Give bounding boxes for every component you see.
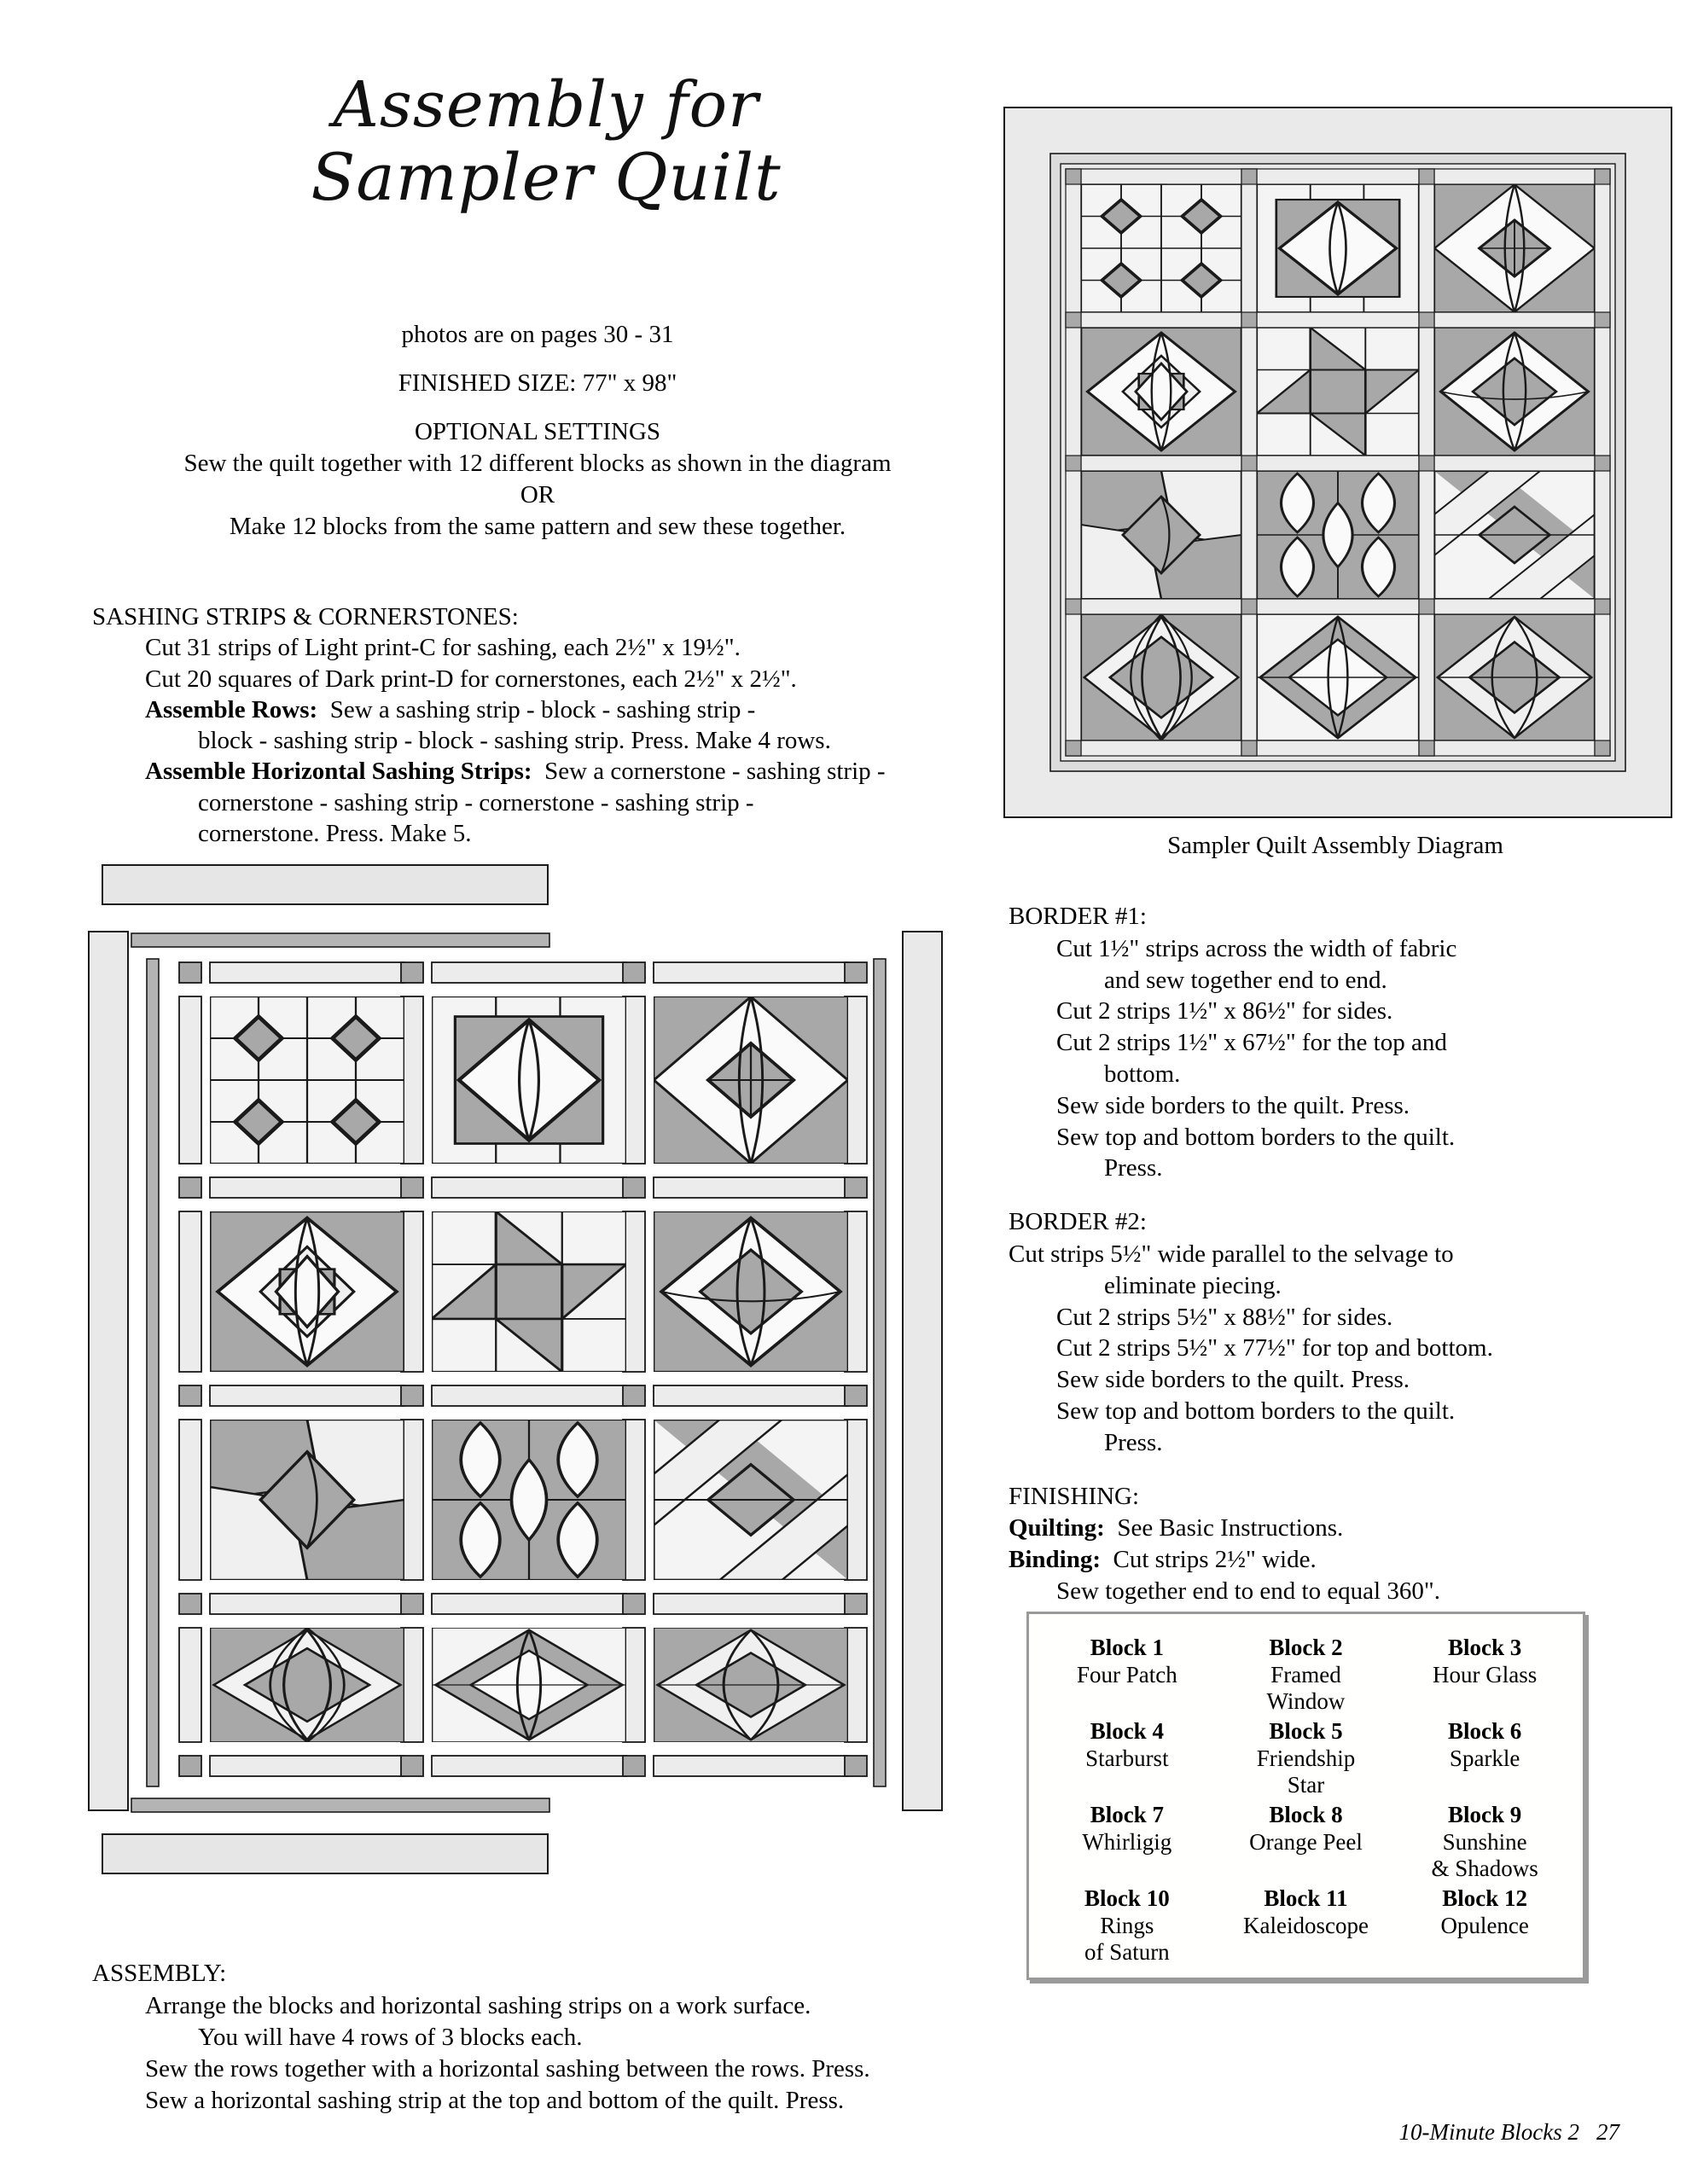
optional-settings-or: OR <box>520 481 555 508</box>
legend-block-6 <box>1395 1718 1574 1802</box>
legend-block-6-number: Block 6 <box>1448 1718 1522 1744</box>
assembly-section <box>92 1958 1005 2117</box>
footer-book-title: 10-Minute Blocks 2 <box>1398 2119 1579 2145</box>
page-title <box>282 70 811 213</box>
border1-heading: BORDER #1: <box>1009 903 1147 930</box>
title-line-2: Sampler Quilt <box>311 138 782 215</box>
right-instructions-column <box>1009 901 1657 1639</box>
optional-settings-line-1: Sew the quilt together with 12 different blocks as shown in the diagram <box>183 450 892 477</box>
assembly-line-3: Sew the rows together with a horizontal sashing between the rows. Press. <box>145 2054 870 2082</box>
legend-block-4 <box>1038 1718 1217 1802</box>
binding-label: Binding: <box>1009 1546 1101 1574</box>
optional-settings-heading: OPTIONAL SETTINGS <box>414 418 661 445</box>
legend-block-9 <box>1395 1802 1574 1885</box>
legend-block-5-number: Block 5 <box>1269 1718 1343 1744</box>
assemble-rows-cont: block - sashing strip - block - sashing strip. Press. Make 4 rows. <box>198 727 831 755</box>
legend-block-8 <box>1217 1802 1396 1885</box>
legend-block-2 <box>1217 1635 1396 1718</box>
binding-text: Cut strips 2½" wide. <box>1113 1546 1317 1574</box>
title-line-1: Assembly for <box>333 68 759 142</box>
legend-block-12-name: Opulence <box>1440 1912 1529 1938</box>
optional-settings-line-2: Make 12 blocks from the same pattern and sew these together. <box>229 513 846 540</box>
assembly-line-1: Arrange the blocks and horizontal sashing strips on a work surface. <box>145 1991 811 2019</box>
legend-block-4-number: Block 4 <box>1090 1718 1164 1744</box>
legend-block-9-name: Sunshine & Shadows <box>1431 1828 1538 1882</box>
finishing-heading: FINISHING: <box>1009 1482 1140 1510</box>
legend-block-10-number: Block 10 <box>1084 1885 1170 1911</box>
border1-line-1: Cut 1½" strips across the width of fabric <box>1056 934 1457 962</box>
assemble-horizontal-line <box>145 756 997 787</box>
sashing-heading: SASHING STRIPS & CORNERSTONES: <box>92 603 519 630</box>
legend-block-8-name: Orange Peel <box>1249 1828 1363 1855</box>
border1-line-4: Cut 2 strips 1½" x 67½" for the top and <box>1056 1029 1447 1057</box>
assembly-line-4: Sew a horizontal sashing strip at the top and bottom of the quilt. Press. <box>145 2087 845 2115</box>
legend-block-4-name: Starburst <box>1085 1745 1169 1771</box>
finishing-quilting-line <box>1009 1513 1657 1544</box>
legend-block-12-number: Block 12 <box>1442 1885 1528 1911</box>
intro-block <box>94 322 981 563</box>
finished-size: FINISHED SIZE: 77" x 98" <box>398 369 677 397</box>
border2-line-1: Cut strips 5½" wide parallel to the selvage to <box>1009 1240 1454 1268</box>
border1-line-7: Sew top and bottom borders to the quilt. <box>1056 1123 1456 1151</box>
legend-block-3-name: Hour Glass <box>1433 1661 1538 1687</box>
legend-block-11-name: Kaleidoscope <box>1243 1912 1369 1938</box>
legend-block-11 <box>1217 1885 1396 1969</box>
assemble-rows-line <box>145 694 997 725</box>
footer-page-number: 27 <box>1596 2119 1619 2145</box>
legend-block-5-name: Friendship Star <box>1256 1745 1356 1798</box>
legend-block-3-number: Block 3 <box>1448 1635 1522 1660</box>
sashing-cut-squares: Cut 20 squares of Dark print-D for cornerstones, each 2½" x 2½". <box>145 665 797 693</box>
legend-block-5 <box>1217 1718 1396 1802</box>
assembly-heading: ASSEMBLY: <box>92 1960 227 1987</box>
legend-block-1-name: Four Patch <box>1076 1661 1177 1687</box>
legend-block-6-name: Sparkle <box>1449 1745 1520 1771</box>
quilting-label: Quilting: <box>1009 1514 1105 1542</box>
legend-block-11-number: Block 11 <box>1264 1885 1348 1911</box>
border2-heading: BORDER #2: <box>1009 1208 1147 1236</box>
assemble-horizontal-cont-2: cornerstone. Press. Make 5. <box>198 819 472 847</box>
assemble-rows-text: Sew a sashing strip - block - sashing strip - <box>329 695 756 723</box>
legend-block-3 <box>1395 1635 1574 1718</box>
diagram-caption: Sampler Quilt Assembly Diagram <box>1167 832 1503 859</box>
legend-block-1 <box>1038 1635 1217 1718</box>
border2-line-4: Cut 2 strips 5½" x 77½" for top and bottom. <box>1056 1334 1493 1362</box>
binding-line-2: Sew together end to end to equal 360". <box>1056 1577 1440 1606</box>
assemble-rows-label: Assemble Rows: <box>145 695 318 723</box>
legend-block-10-name: Rings of Saturn <box>1084 1912 1170 1966</box>
finishing-binding-line <box>1009 1544 1657 1576</box>
legend-block-2-number: Block 2 <box>1269 1635 1343 1660</box>
page-footer <box>1399 2119 1619 2146</box>
legend-block-10 <box>1038 1885 1217 1969</box>
block-legend-grid <box>1029 1614 1583 1978</box>
assemble-horizontal-cont-1: cornerstone - sashing strip - cornerstone - sashing strip - <box>198 788 754 816</box>
exploded-quilt-assembly-diagram <box>85 862 947 1958</box>
border1-line-2: and sew together end to end. <box>1104 966 1387 994</box>
border2-line-6: Sew top and bottom borders to the quilt. <box>1056 1397 1456 1426</box>
border2-line-3: Cut 2 strips 5½" x 88½" for sides. <box>1056 1303 1393 1331</box>
legend-block-2-name: Framed Window <box>1266 1661 1346 1715</box>
legend-block-7-name: Whirligig <box>1082 1828 1172 1855</box>
legend-block-8-number: Block 8 <box>1269 1802 1343 1827</box>
legend-block-7 <box>1038 1802 1217 1885</box>
border1-line-3: Cut 2 strips 1½" x 86½" for sides. <box>1056 997 1393 1025</box>
assemble-horizontal-text: Sew a cornerstone - sashing strip - <box>544 758 886 786</box>
sashing-section <box>92 602 997 849</box>
legend-block-1-number: Block 1 <box>1090 1635 1164 1660</box>
legend-block-7-number: Block 7 <box>1090 1802 1164 1827</box>
border1-line-6: Sew side borders to the quilt. Press. <box>1056 1091 1410 1119</box>
border1-line-8: Press. <box>1104 1154 1163 1182</box>
border2-line-7: Press. <box>1104 1428 1163 1456</box>
legend-block-9-number: Block 9 <box>1448 1802 1522 1827</box>
assembly-line-2: You will have 4 rows of 3 blocks each. <box>198 2023 583 2051</box>
sashing-cut-strips: Cut 31 strips of Light print-C for sashing, each 2½" x 19½". <box>145 634 741 662</box>
border2-line-5: Sew side borders to the quilt. Press. <box>1056 1366 1410 1394</box>
block-legend-box <box>1026 1612 1585 1980</box>
sampler-quilt-assembly-diagram <box>1003 106 1673 819</box>
quilting-text: See Basic Instructions. <box>1117 1514 1344 1542</box>
border2-line-2: eliminate piecing. <box>1104 1271 1282 1299</box>
border1-line-5: bottom. <box>1104 1060 1181 1088</box>
assemble-horizontal-label: Assemble Horizontal Sashing Strips: <box>145 758 532 786</box>
photos-reference: photos are on pages 30 - 31 <box>401 321 674 348</box>
legend-block-12 <box>1395 1885 1574 1969</box>
